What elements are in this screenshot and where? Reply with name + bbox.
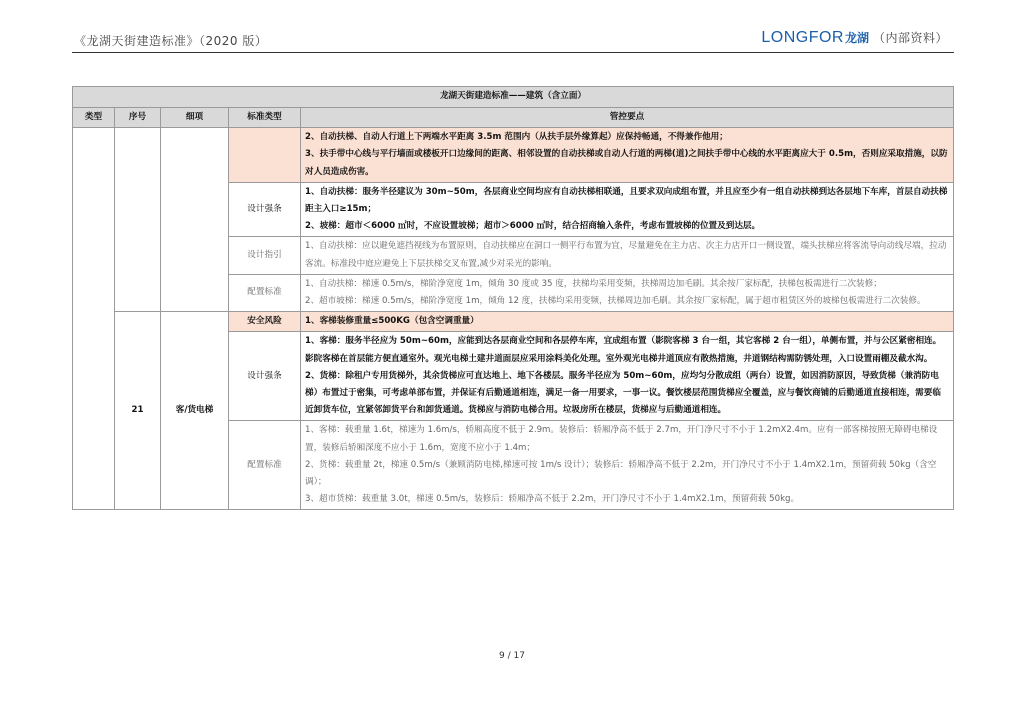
page-number: 9 / 17 [499,651,525,661]
col-header-control-points: 管控要点 [301,108,954,128]
table-caption: 龙湖天街建造标准——建筑（含立面） [73,87,954,108]
control-point: 2、货梯：除租户专用货梯外，其余货梯应可直达地上、地下各楼层。服务半径应为 50m~60m，应均匀分散成组（两台）设置，如因消防原因，导致货梯（兼消防电梯）布置过于密集，可考虑单部布置，并保证有后勤通道相连，满足一备一用要求，一事一议。餐饮楼层范围货梯应全覆盖，应与餐饮商铺的后勤通道直接相连，需要临近卸货车位，宜紧邻卸货平台和卸货通道。货梯应与消防电梯合用。垃圾房所在楼层，货梯应与后勤通道相连。 [305,370,941,416]
control-points-cell [301,332,954,421]
control-point: 2、货梯：载重量 2t，梯速 0.5m/s（兼顾消防电梯,梯速可按 1m/s 设计）；装修后：轿厢净高不低于 2.2m，开门净尺寸不小于 1.4mX2.1m，预留荷载 50kg（含空调）； [305,459,937,488]
type-cell [73,128,115,510]
control-point: 3、超市货梯：载重量 3.0t，梯速 0.5m/s，装修后：轿厢净高不低于 2.2m，开门净尺寸不小于 1.4mX2.1m，预留荷载 50kg。 [305,494,800,505]
page-header-title: 《龙湖天街建造标准》（2020 版） [74,34,268,48]
control-points-cell [301,182,954,237]
standard-type-cell: 配置标准 [229,274,301,311]
control-point: 1、客梯：服务半径应为 50m~60m，应能到达各层商业空间和各层停车库，宜成组布置（影院客梯 3 台一组，其它客梯 2 台一组），单侧布置，并与公区紧密相连。影院客梯在首层能方便直通室外。观光电梯土建井道面层应采用涂料美化处理。室外观光电梯井道顶应有散热措施，井道钢结构需防锈处理，入口设置雨棚及截水沟。 [305,336,942,364]
index-cell-prev [115,128,161,312]
col-header-item: 细项 [161,108,229,128]
longfor-logo-cn: 龙湖 [844,31,869,45]
header-divider [72,52,954,53]
control-point: 1、客梯：载重量 1.6t，梯速为 1.6m/s，轿厢高度不低于 2.9m。装修后：轿厢净高不低于 2.7m，开门净尺寸不小于 1.2mX2.4m。应有一部客梯按照无障碍电梯设置，装修后轿厢深度不应小于 1.6m，宽度不应小于 1.4m； [305,425,938,453]
control-point: 3、扶手带中心线与平行墙面或楼板开口边缘间的距离、相邻设置的自动扶梯或自动人行道的两梯(道)之间扶手带中心线的水平距离应大于 0.5m，否则应采取措施，以防对人员造成伤害。 [305,149,948,177]
col-header-standard-type: 标准类型 [229,108,301,128]
table-caption-row [73,87,954,108]
item-cell-prev [161,128,229,312]
control-points-cell [301,237,954,274]
control-point: 2、坡梯：超市＜6000 ㎡时，不应设置坡梯；超市＞6000 ㎡时，结合招商输入条件，考虑布置坡梯的位置及到达层。 [305,221,761,232]
standards-table [72,86,954,510]
internal-note: （内部资料） [872,31,948,45]
control-point: 1、自动扶梯：服务半径建议为 30m~50m，各层商业空间均应有自动扶梯相联通，且要求双向成组布置，并且应至少有一组自动扶梯到达各层地下车库，首层自动扶梯距主入口≥15m； [305,186,948,215]
control-point: 2、超市坡梯：梯速 0.5m/s，梯阶净宽度 1m，倾角 12 度，扶梯均采用变频，扶梯周边加毛刷。其余按厂家标配，属于超市租赁区外的坡梯包板需进行二次装修。 [305,296,926,307]
control-point: 1、自动扶梯：梯速 0.5m/s，梯阶净宽度 1m，倾角 30 度或 35 度，扶梯均采用变频，扶梯周边加毛刷。其余按厂家标配，扶梯包板需进行二次装修； [305,278,882,289]
page-header-brand [761,29,948,47]
control-points-cell [301,312,954,332]
control-points-cell [301,421,954,510]
standard-type-cell: 设计强条 [229,332,301,421]
control-point: 1、自动扶梯：应以避免遮挡视线为布置原则，自动扶梯应在洞口一侧平行布置为宜，尽量避免在主力店、次主力店开口一侧设置，端头扶梯应将客流导向动线尽端，拉动客流。标准段中庭应避免上下层扶梯交叉布置,减少对采光的影响。 [305,241,947,269]
col-header-index: 序号 [115,108,161,128]
control-points-cell [301,274,954,311]
table-row [73,312,954,332]
item-cell: 客/货电梯 [161,312,229,510]
index-cell: 21 [115,312,161,510]
col-header-type: 类型 [73,108,115,128]
control-points-cell [301,128,954,183]
control-point: 1、客梯装修重量≤500KG（包含空调重量） [305,316,479,327]
table-header-row [73,108,954,128]
control-point: 2、自动扶梯、自动人行道上下两端水平距离 3.5m 范围内（从扶手层外缘算起）应保持畅通，不得兼作他用； [305,132,728,143]
standard-type-cell: 配置标准 [229,421,301,510]
longfor-logo-text: LONGFOR [761,29,844,46]
table-row [73,128,954,183]
standard-type-cell: 安全风险 [229,312,301,332]
standard-type-cell: 设计指引 [229,237,301,274]
standard-type-cell-empty [229,128,301,183]
standard-type-cell: 设计强条 [229,182,301,237]
